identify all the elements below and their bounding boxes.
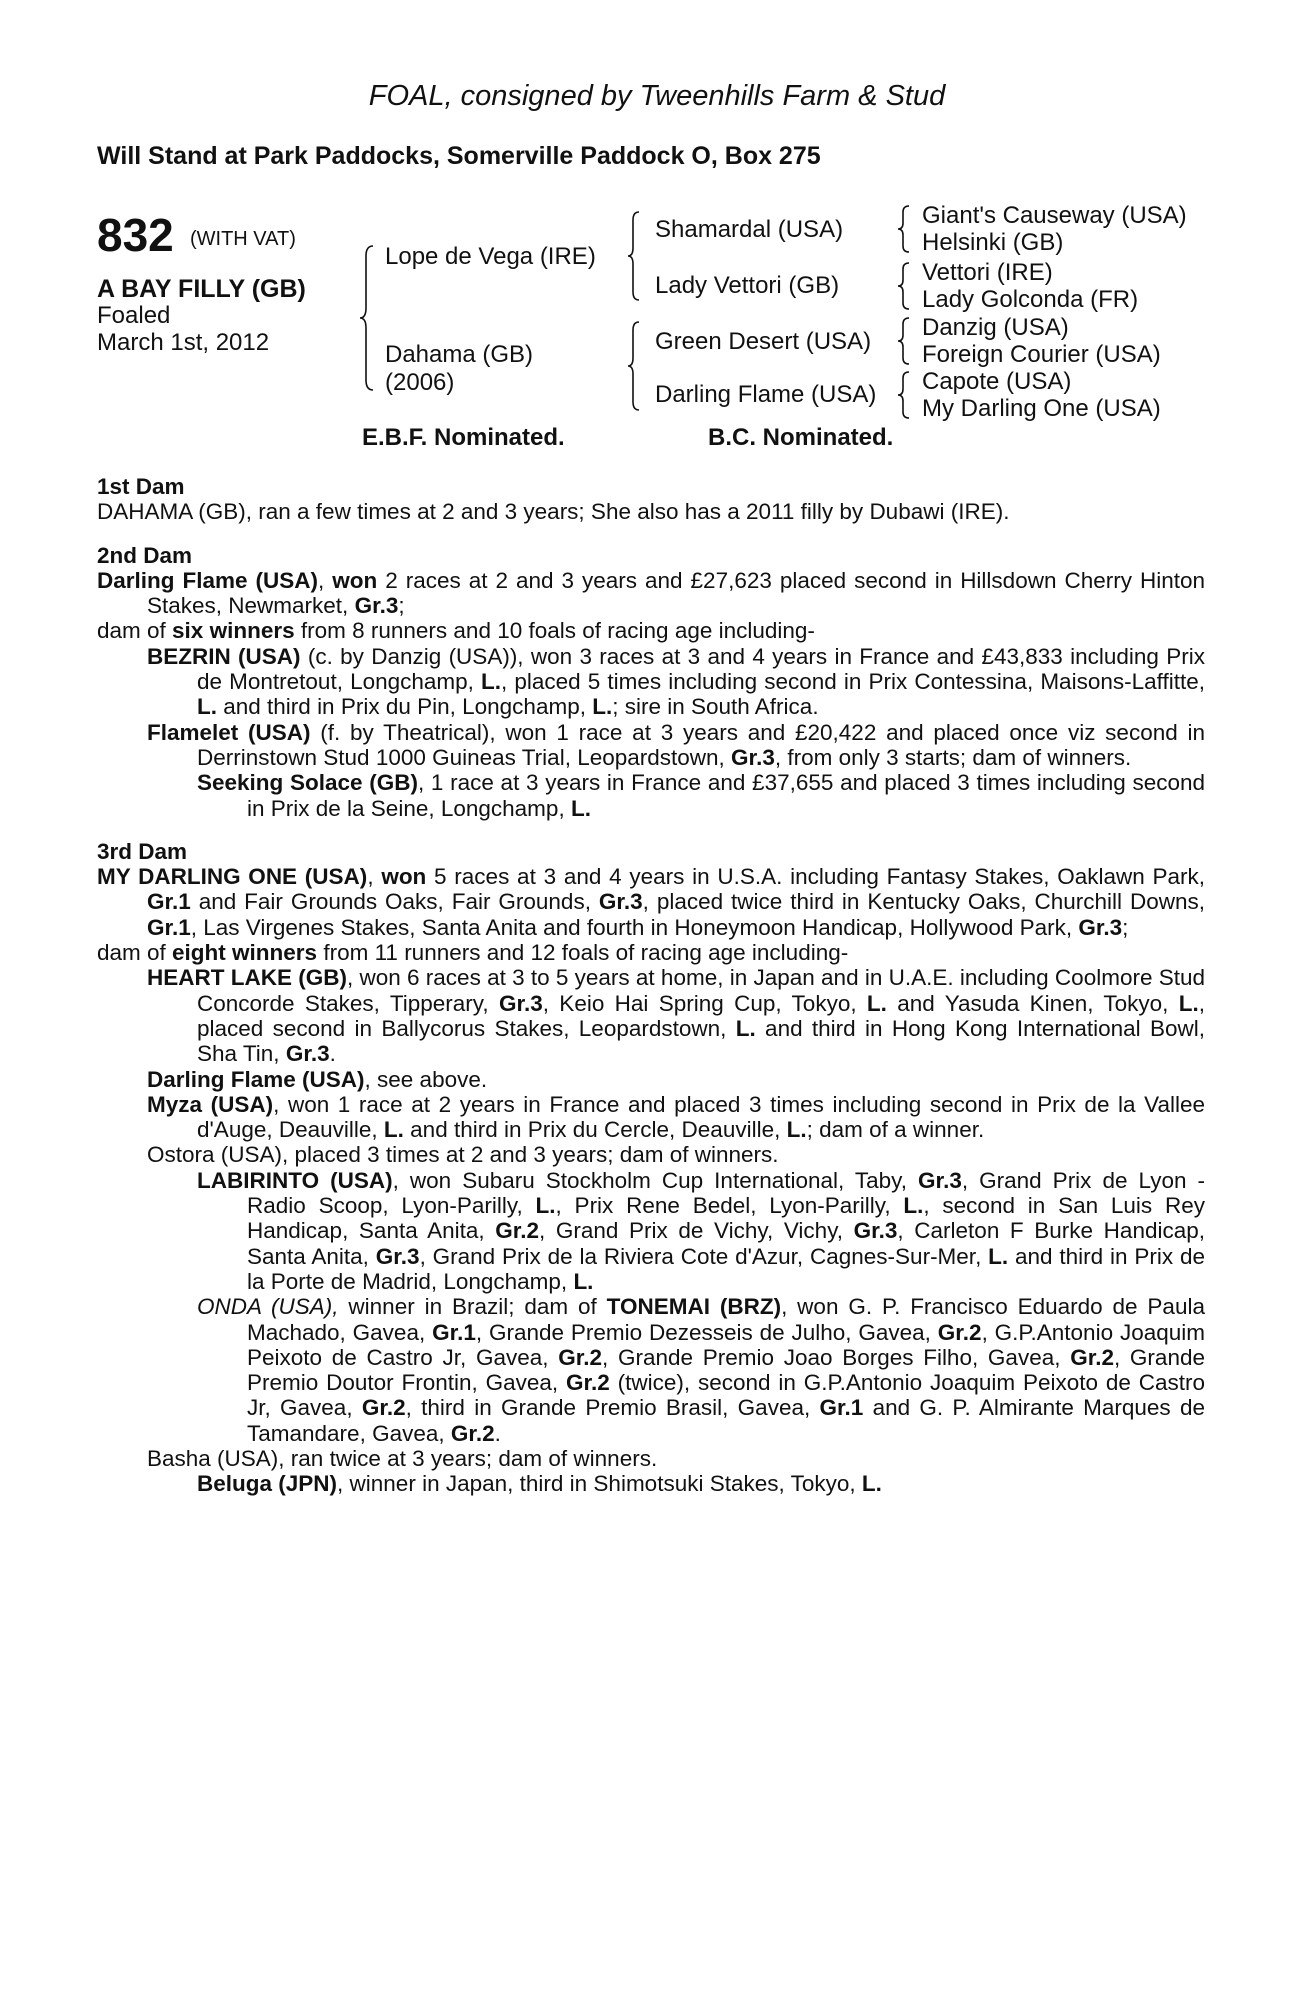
horse-name: HEART LAKE (GB) <box>147 965 347 991</box>
grade-badge: L. <box>535 1193 556 1219</box>
record-text: , winner in Japan, third in Shimotsuki Stakes, Tokyo, <box>337 1471 862 1497</box>
horse-name: MY DARLING ONE (USA) <box>97 864 368 890</box>
ggp-name: Lady Golconda (FR) <box>922 286 1139 313</box>
foaled-date: March 1st, 2012 <box>97 329 270 356</box>
grade-badge: Gr.1 <box>147 914 191 940</box>
dam-dam-name: Darling Flame (USA) <box>655 381 877 408</box>
progeny-entry <box>97 770 1205 821</box>
record-text: (f. by Theatrical), won 1 race at 3 years and £20,422 and placed once viz second in Derrinstown Stud 1000 Guineas Trial, Leopardstown, <box>197 719 1205 770</box>
record-text: ; <box>1122 914 1129 940</box>
record-text: , G.P.Antonio Joaquim Peixoto de Castro Jr, Gavea, <box>247 1319 1205 1370</box>
record-text: , won G. P. Francisco Eduardo de Paula Machado, Gavea, <box>247 1294 1205 1345</box>
record-text: and Fair Grounds Oaks, Fair Grounds, <box>190 889 599 915</box>
record-text: , Keio Hai Spring Cup, Tokyo, <box>542 990 867 1016</box>
record-text: , Las Virgenes Stakes, Santa Anita and fourth in Honeymoon Handicap, Hollywood Park, <box>190 914 1079 940</box>
grade-badge: L. <box>866 990 887 1016</box>
record-text: , Grand Prix de la Riviera Cote d'Azur, Cagnes-Sur-Mer, <box>419 1243 989 1269</box>
ggp-name: Giant's Causeway (USA) <box>922 202 1187 229</box>
horse-name: Flamelet (USA) <box>147 719 311 745</box>
grade-badge: Gr.3 <box>1078 914 1123 940</box>
record-text: (twice), second in G.P.Antonio Joaquim Peixoto de Castro Jr, Gavea, <box>247 1370 1205 1421</box>
ggp-name: Foreign Courier (USA) <box>922 341 1161 368</box>
dam-name: Dahama (GB) <box>385 341 534 368</box>
progeny-entry: Ostora (USA), placed 3 times at 2 and 3 years; dam of winners. <box>147 1142 779 1168</box>
record-text: , Grand Prix de Vichy, Vichy, <box>539 1218 854 1244</box>
grade-badge: Gr.3 <box>918 1167 962 1193</box>
grade-badge: Gr.3 <box>375 1243 420 1269</box>
horse-name: Darling Flame (USA) <box>147 1066 365 1092</box>
ggp-brace-1-icon <box>897 204 911 254</box>
horse-name: TONEMAI (BRZ) <box>606 1294 782 1320</box>
ggp-brace-3-icon <box>897 316 911 366</box>
progeny-entry <box>97 965 1205 1066</box>
horse-name: Beluga (JPN) <box>197 1471 338 1497</box>
foaled-label: Foaled <box>97 302 171 329</box>
progeny-entry: Basha (USA), ran twice at 3 years; dam of winners. <box>147 1445 658 1471</box>
third-dam-produce-summary <box>97 940 1205 965</box>
grade-badge: Gr.2 <box>495 1218 540 1244</box>
ggp-name: My Darling One (USA) <box>922 395 1161 422</box>
second-dam-heading: 2nd Dam <box>97 542 193 568</box>
progeny-entry <box>97 1067 1205 1092</box>
catalogue-notes <box>97 474 1205 1497</box>
grade-badge: Gr.2 <box>558 1344 602 1370</box>
record-text: , second in San Luis Rey Handicap, Santa Anita, <box>247 1193 1205 1244</box>
record-text: ; dam of a winner. <box>806 1117 985 1143</box>
dam-sire-name: Green Desert (USA) <box>655 328 872 355</box>
grade-badge: Gr.1 <box>819 1395 864 1421</box>
record-text: and third in Prix du Pin, Longchamp, <box>217 694 593 720</box>
record-text: ; sire in South Africa. <box>612 694 819 720</box>
record-text: , placed 5 times including second in Prix Contessina, Maisons-Laffitte, <box>501 669 1205 695</box>
won-label: won <box>332 567 378 593</box>
ggp-name: Helsinki (GB) <box>922 229 1064 256</box>
progeny-entry <box>97 1168 1205 1294</box>
progeny-entry <box>97 1294 1205 1446</box>
third-dam-record: MY DARLING ONE (USA), won 5 races at 3 and 4 years in U.S.A. including Fantasy Stakes, Oaklawn Park, Gr.1 and Fair Grounds Oaks, Fair Grounds, Gr.3, placed twice third in Kentucky Oaks, Churchill Downs, Gr.1, Las Virgenes Stakes, Santa Anita and fourth in Honeymoon Handicap, Hollywood Park, Gr.3; <box>97 864 1206 940</box>
ggp-name: Danzig (USA) <box>922 314 1069 341</box>
grade-badge: L. <box>383 1117 404 1143</box>
grade-badge: Gr.2 <box>1070 1344 1114 1370</box>
grade-badge: Gr.1 <box>147 889 191 915</box>
grade-badge: L. <box>1178 990 1199 1016</box>
grade-badge: L. <box>481 669 502 695</box>
sire-name: Lope de Vega (IRE) <box>385 243 596 270</box>
won-label: won <box>381 864 427 890</box>
record-text: . <box>329 1041 336 1067</box>
grade-badge: Gr.3 <box>853 1218 898 1244</box>
grade-badge: Gr.2 <box>450 1420 495 1446</box>
record-text: , from only 3 starts; dam of winners. <box>774 744 1132 770</box>
grade-badge: L. <box>861 1471 882 1497</box>
record-text: and G. P. Almirante Marques de Tamandare, Gavea, <box>247 1395 1205 1446</box>
record-text: and third in Prix du Cercle, Deauville, <box>403 1117 787 1143</box>
grade-badge: Gr.3 <box>498 990 543 1016</box>
dam-year: (2006) <box>385 369 455 396</box>
horse-description: A BAY FILLY (GB) <box>97 275 306 303</box>
ggp-brace-4-icon <box>897 370 911 420</box>
lot-number: 832 <box>97 209 174 261</box>
grade-badge: Gr.2 <box>937 1319 982 1345</box>
progeny-entry <box>97 644 1205 720</box>
grade-badge: Gr.3 <box>731 744 775 770</box>
record-text: , Grande Premio Doutor Frontin, Gavea, <box>247 1344 1205 1396</box>
record-text: dam of <box>97 940 173 966</box>
grade-badge: L. <box>570 795 591 821</box>
record-text: and third in Hong Kong International Bowl, Sha Tin, <box>197 1015 1205 1067</box>
horse-name: Seeking Solace (GB) <box>197 770 418 796</box>
grade-badge: Gr.2 <box>566 1370 610 1396</box>
record-text: , won Subaru Stockholm Cup International, Taby, <box>392 1167 919 1193</box>
record-text: , placed twice third in Kentucky Oaks, Churchill Downs, <box>642 889 1205 915</box>
stand-location: Will Stand at Park Paddocks, Somerville Paddock O, Box 275 <box>97 142 821 170</box>
horse-name: LABIRINTO (USA) <box>197 1167 393 1193</box>
record-text: , Carleton F Burke Handicap, Santa Anita, <box>247 1218 1205 1269</box>
first-dam-heading: 1st Dam <box>97 474 185 499</box>
record-text: , see above. <box>364 1066 488 1092</box>
grade-badge: L. <box>786 1117 807 1143</box>
page-title: FOAL, consigned by Tweenhills Farm & Stud <box>368 80 946 112</box>
record-text: , Prix Rene Bedel, Lyon-Parilly, <box>555 1193 904 1219</box>
winners-count: eight winners <box>172 940 318 966</box>
progeny-entry <box>97 1092 1205 1143</box>
horse-name: Darling Flame (USA) <box>97 567 318 593</box>
vat-label: (WITH VAT) <box>190 228 296 250</box>
progeny-entry <box>97 1471 1205 1496</box>
ebf-nominated: E.B.F. Nominated. <box>362 424 565 451</box>
record-text: , Grand Prix de Lyon - Radio Scoop, Lyon-Parilly, <box>247 1167 1206 1219</box>
grade-badge: L. <box>735 1015 756 1041</box>
sire-dam-brace-icon <box>359 244 375 392</box>
third-dam-heading: 3rd Dam <box>97 838 188 864</box>
horse-name: ONDA (USA), <box>197 1294 339 1320</box>
horse-name: Myza (USA) <box>147 1091 274 1117</box>
record-text: from 11 runners and 12 foals of racing age including- <box>317 940 849 966</box>
grade-badge: L. <box>573 1268 594 1294</box>
record-text: 2 races at 2 and 3 years and £27,623 placed second in Hillsdown Cherry Hinton Stakes, Newmarket, <box>147 567 1205 619</box>
record-text: , 1 race at 3 years in France and £37,655 and placed 3 times including second in Prix de la Seine, Longchamp, <box>247 770 1205 821</box>
second-dam-record: Darling Flame (USA), won 2 races at 2 and 3 years and £27,623 placed second in Hillsdown Cherry Hinton Stakes, Newmarket, Gr.3; <box>97 567 1205 619</box>
record-text: , Grande Premio Dezesseis de Julho, Gavea, <box>475 1319 938 1345</box>
grade-badge: L. <box>197 694 217 720</box>
first-dam-text: DAHAMA (GB), ran a few times at 2 and 3 years; She also has a 2011 filly by Dubawi (IRE). <box>97 499 1010 525</box>
grade-badge: L. <box>988 1243 1009 1269</box>
record-text: , Grande Premio Joao Borges Filho, Gavea, <box>601 1344 1071 1370</box>
record-text: ; <box>398 593 405 619</box>
winners-count: six winners <box>172 618 295 644</box>
grade-badge: Gr.3 <box>354 593 399 619</box>
record-text: , won 1 race at 2 years in France and placed 3 times including second in Prix de la Vallee d'Auge, Deauville, <box>197 1091 1206 1143</box>
record-text: . <box>494 1420 501 1446</box>
ggp-brace-2-icon <box>897 261 911 311</box>
record-text: (c. by Danzig (USA)), won 3 races at 3 and 4 years in France and £43,833 including Prix de Montretout, Longchamp, <box>197 643 1205 695</box>
grade-badge: Gr.2 <box>361 1395 406 1421</box>
dam-line-brace-icon <box>627 320 641 412</box>
grade-badge: Gr.1 <box>432 1319 476 1345</box>
sire-line-brace-icon <box>627 210 641 302</box>
ggp-name: Vettori (IRE) <box>922 259 1053 286</box>
sire-sire-name: Shamardal (USA) <box>655 216 844 243</box>
progeny-entry <box>97 720 1205 771</box>
record-text: , won 6 races at 3 to 5 years at home, in Japan and in U.A.E. including Coolmore Stud Concorde Stakes, Tipperary, <box>197 965 1206 1016</box>
record-text: and Yasuda Kinen, Tokyo, <box>886 990 1179 1016</box>
record-text: , placed second in Ballycorus Stakes, Leopardstown, <box>197 990 1206 1041</box>
grade-badge: L. <box>903 1193 924 1219</box>
horse-name: BEZRIN (USA) <box>147 643 301 669</box>
record-text: 5 races at 3 and 4 years in U.S.A. including Fantasy Stakes, Oaklawn Park, <box>426 864 1206 890</box>
ggp-name: Capote (USA) <box>922 368 1072 395</box>
record-text: from 8 runners and 10 foals of racing age including- <box>294 618 815 644</box>
record-text: and third in Prix de la Porte de Madrid, Longchamp, <box>247 1243 1205 1294</box>
grade-badge: L. <box>592 694 613 720</box>
record-text: , third in Grande Premio Brasil, Gavea, <box>405 1395 820 1421</box>
bc-nominated: B.C. Nominated. <box>708 424 894 451</box>
grade-badge: Gr.3 <box>285 1041 330 1067</box>
record-text: dam of <box>97 618 173 644</box>
record-text: winner in Brazil; dam of <box>338 1294 607 1320</box>
grade-badge: Gr.3 <box>598 889 643 915</box>
second-dam-produce-summary <box>97 618 1205 643</box>
sire-dam-name: Lady Vettori (GB) <box>655 272 840 299</box>
